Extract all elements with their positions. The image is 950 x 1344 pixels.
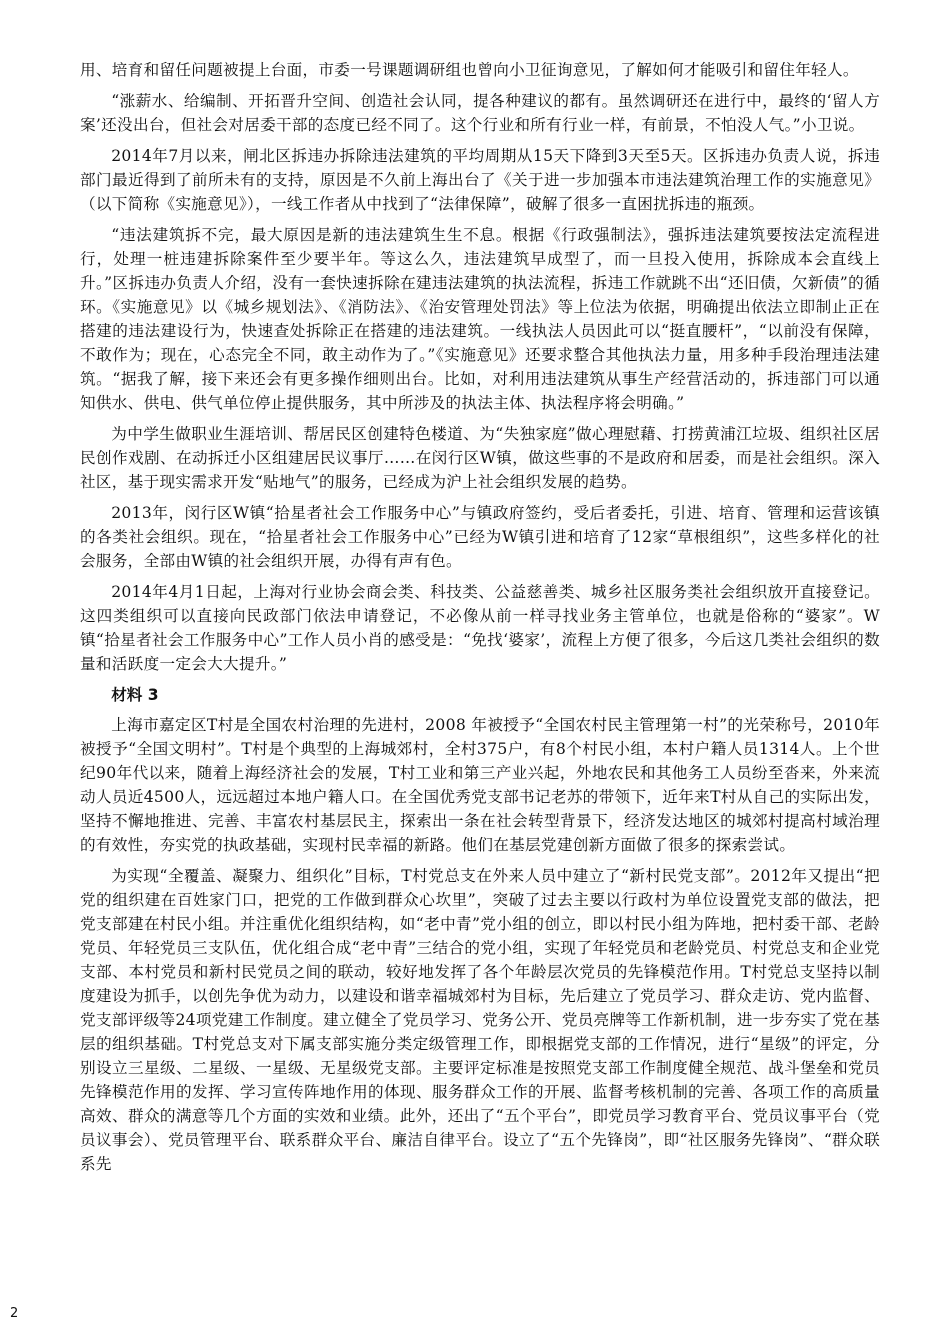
paragraph: 为中学生做职业生涯培训、帮居民区创建特色楼道、为“失独家庭”做心理慰藉、打捞黄浦江垃圾、组织社区居民创作戏剧、在动拆迁小区组建居民议事厅……在闵行区W镇，做这些事的不是政府和居委，而是社会组织。深入社区，基于现实需求开发“贴地气”的服务，已经成为沪上社会组织发展的趋势。: [80, 425, 880, 491]
paragraph: 2014年4月1日起，上海对行业协会商会类、科技类、公益慈善类、城乡社区服务类社会组织放开直接登记。这四类组织可以直接向民政部门依法申请登记，不必像从前一样寻找业务主管单位，也就是俗称的“婆家”。W镇“拾星者社会工作服务中心”工作人员小肖的感受是：“免找‘婆家’，流程上方便了很多，今后这几类社会组织的数量和活跃度一定会大大提升。”: [80, 583, 880, 673]
document-page: [80, 58, 880, 1183]
section-heading: 材料 3: [111, 686, 159, 704]
paragraph: “涨薪水、给编制、开拓晋升空间、创造社会认同，提各种建议的都有。虽然调研还在进行中，最终的‘留人方案’还没出台，但社会对居委干部的态度已经不同了。这个行业和所有行业一样，有前景，不怕没人气。”小卫说。: [80, 92, 880, 134]
paragraph: 用、培育和留任问题被提上台面，市委一号课题调研组也曾向小卫征询意见，了解如何才能吸引和留住年轻人。: [80, 61, 859, 79]
paragraph: 2014年7月以来，闸北区拆违办拆除违法建筑的平均周期从15天下降到3天至5天。区拆违办负责人说，拆违部门最近得到了前所未有的支持，原因是不久前上海出台了《关于进一步加强本市违法建筑治理工作的实施意见》（以下简称《实施意见》），一线工作者从中找到了“法律保障”，破解了很多一直困扰拆违的瓶颈。: [80, 147, 880, 213]
paragraph: 2013年，闵行区W镇“拾星者社会工作服务中心”与镇政府签约，受后者委托，引进、培育、管理和运营该镇的各类社会组织。现在，“拾星者社会工作服务中心”已经为W镇引进和培育了12家“草根组织”，这些多样化的社会服务，全部由W镇的社会组织开展，办得有声有色。: [80, 504, 880, 570]
paragraph: 上海市嘉定区T村是全国农村治理的先进村，2008 年被授予“全国农村民主管理第一村”的光荣称号，2010年被授予“全国文明村”。T村是个典型的上海城郊村，全村375户，有8个村民小组，本村户籍人员1314人。上个世纪90年代以来，随着上海经济社会的发展，T村工业和第三产业兴起，外地农民和其他务工人员纷至沓来，外来流动人员近4500人，远远超过本地户籍人口。在全国优秀党支部书记老苏的带领下，近年来T村从自己的实际出发，坚持不懈地推进、完善、丰富农村基层民主，探索出一条在社会转型背景下，经济发达地区的城郊村提高村域治理的有效性，夯实党的执政基础，实现村民幸福的新路。他们在基层党建创新方面做了很多的探索尝试。: [80, 716, 880, 854]
page-number: 2: [10, 1306, 19, 1321]
paragraph: 为实现“全覆盖、凝聚力、组织化”目标，T村党总支在外来人员中建立了“新村民党支部”。2012年又提出“把党的组织建在百姓家门口，把党的工作做到群众心坎里”，突破了过去主要以行政村为单位设置党支部的做法，把党支部建在村民小组。并注重优化组织结构，如“老中青”党小组的创立，即以村民小组为阵地，把村委干部、老龄党员、年轻党员三支队伍，优化组合成“老中青”三结合的党小组，实现了年轻党员和老龄党员、村党总支和企业党支部、本村党员和新村民党员之间的联动，较好地发挥了各个年龄层次党员的先锋模范作用。T村党总支坚持以制度建设为抓手，以创先争优为动力，以建设和谐幸福城郊村为目标，先后建立了党员学习、群众走访、党内监督、党支部评级等24项党建工作制度。建立健全了党员学习、党务公开、党员亮牌等工作新机制，进一步夯实了党在基层的组织基础。T村党总支对下属支部实施分类定级管理工作，即根据党支部的工作情况，进行“星级”的评定，分别设立三星级、二星级、一星级、无星级党支部。主要评定标准是按照党支部工作制度健全规范、战斗堡垒和党员先锋模范作用的发挥、学习宣传阵地作用的体现、服务群众工作的开展、监督考核机制的完善、各项工作的高质量高效、群众的满意等几个方面的实效和业绩。此外，还出了“五个平台”，即党员学习教育平台、党员议事平台（党员议事会）、党员管理平台、联系群众平台、廉洁自律平台。设立了“五个先锋岗”，即“社区服务先锋岗”、“群众联系先: [80, 867, 880, 1173]
paragraph: “违法建筑拆不完，最大原因是新的违法建筑生生不息。根据《行政强制法》，强拆违法建筑要按法定流程进行，处理一桩违建拆除案件至少要半年。等这么久，违法建筑早成型了，而一旦投入使用，拆除成本会直线上升。”区拆违办负责人介绍，没有一套快速拆除在建违法建筑的执法流程，拆违工作就跳不出“还旧债，欠新债”的循环。《实施意见》以《城乡规划法》、《消防法》、《治安管理处罚法》等上位法为依据，明确提出依法立即制止正在搭建的违法建设行为，快速查处拆除正在搭建的违法建筑。一线执法人员因此可以“挺直腰杆”，“以前没有保障，不敢作为；现在，心态完全不同，敢主动作为了。”《实施意见》还要求整合其他执法力量，用多种手段治理违法建筑。“据我了解，接下来还会有更多操作细则出台。比如，对利用违法建筑从事生产经营活动的，拆违部门可以通知供水、供电、供气单位停止提供服务，其中所涉及的执法主体、执法程序将会明确。”: [80, 226, 880, 412]
